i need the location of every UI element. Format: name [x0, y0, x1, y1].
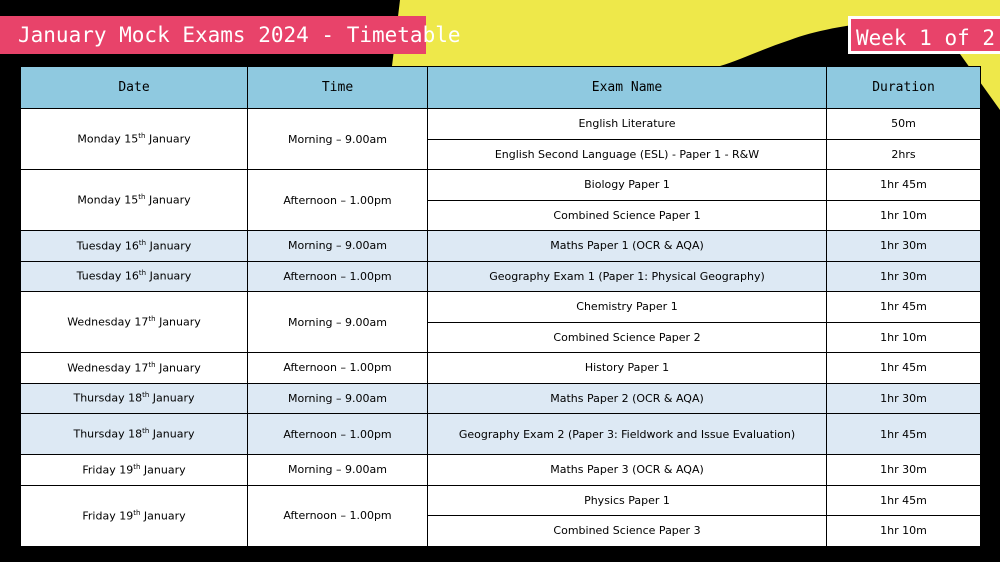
- exam-name-cell: Maths Paper 1 (OCR & AQA): [428, 231, 827, 262]
- time-cell: Afternoon – 1.00pm: [248, 485, 428, 546]
- table-row: [21, 455, 981, 486]
- exam-name-cell: Geography Exam 1 (Paper 1: Physical Geography): [428, 261, 827, 292]
- exam-name-cell: Physics Paper 1: [428, 485, 827, 516]
- table-row: [21, 414, 981, 455]
- duration-cell: 1hr 10m: [827, 516, 981, 547]
- exam-name-cell: Combined Science Paper 1: [428, 200, 827, 231]
- date-day: Monday 15: [77, 132, 139, 146]
- exam-name-cell: Biology Paper 1: [428, 170, 827, 201]
- column-header-exam-name: Exam Name: [428, 67, 827, 109]
- date-cell: [21, 485, 248, 546]
- duration-cell: 2hrs: [827, 139, 981, 170]
- date-cell: [21, 170, 248, 231]
- duration-cell: 1hr 45m: [827, 414, 981, 455]
- date-suffix: th: [138, 269, 147, 278]
- date-month: January: [146, 239, 192, 253]
- table-row: [21, 231, 981, 262]
- exam-name-cell: Combined Science Paper 3: [428, 516, 827, 547]
- table-header-row: [21, 67, 981, 109]
- date-cell: [21, 109, 248, 170]
- table-row: [21, 383, 981, 414]
- date-cell: [21, 383, 248, 414]
- exam-timetable: [20, 66, 981, 547]
- duration-cell: 1hr 30m: [827, 231, 981, 262]
- exam-name-cell: Maths Paper 2 (OCR & AQA): [428, 383, 827, 414]
- time-cell: Morning – 9.00am: [248, 109, 428, 170]
- date-day: Friday 19: [82, 463, 134, 477]
- table-row: [21, 353, 981, 384]
- date-suffix: th: [138, 238, 147, 247]
- date-month: January: [140, 509, 186, 523]
- exam-name-cell: History Paper 1: [428, 353, 827, 384]
- date-month: January: [145, 193, 191, 207]
- date-month: January: [149, 392, 195, 406]
- time-cell: Afternoon – 1.00pm: [248, 414, 428, 455]
- date-day: Thursday 18: [73, 427, 143, 441]
- column-header-time: Time: [248, 67, 428, 109]
- date-month: January: [140, 463, 186, 477]
- duration-cell: 1hr 30m: [827, 455, 981, 486]
- time-cell: Afternoon – 1.00pm: [248, 170, 428, 231]
- column-header-duration: Duration: [827, 67, 981, 109]
- date-month: January: [146, 270, 192, 284]
- table-row: [21, 109, 981, 140]
- table-row: [21, 170, 981, 201]
- exam-name-cell: Combined Science Paper 2: [428, 322, 827, 353]
- date-day: Wednesday 17: [67, 361, 149, 375]
- time-cell: Morning – 9.00am: [248, 455, 428, 486]
- date-suffix: th: [138, 193, 146, 202]
- date-cell: [21, 455, 248, 486]
- date-suffix: th: [148, 360, 156, 369]
- duration-cell: 50m: [827, 109, 981, 140]
- exam-name-cell: English Second Language (ESL) - Paper 1 - R&W: [428, 139, 827, 170]
- date-suffix: th: [148, 315, 156, 324]
- date-day: Monday 15: [77, 193, 139, 207]
- time-cell: Morning – 9.00am: [248, 292, 428, 353]
- table-row: [21, 485, 981, 516]
- date-month: January: [149, 427, 195, 441]
- duration-cell: 1hr 30m: [827, 383, 981, 414]
- exam-name-cell: Chemistry Paper 1: [428, 292, 827, 323]
- date-cell: [21, 414, 248, 455]
- table-row: [21, 261, 981, 292]
- page-title: January Mock Exams 2024 - Timetable: [0, 16, 426, 54]
- date-cell: [21, 231, 248, 262]
- duration-cell: 1hr 45m: [827, 485, 981, 516]
- duration-cell: 1hr 30m: [827, 261, 981, 292]
- date-suffix: th: [133, 508, 141, 517]
- date-suffix: th: [142, 427, 150, 436]
- time-cell: Morning – 9.00am: [248, 383, 428, 414]
- duration-cell: 1hr 10m: [827, 200, 981, 231]
- exam-name-cell: Maths Paper 3 (OCR & AQA): [428, 455, 827, 486]
- duration-cell: 1hr 45m: [827, 292, 981, 323]
- date-suffix: th: [138, 132, 146, 141]
- time-cell: Morning – 9.00am: [248, 231, 428, 262]
- table-body: [21, 109, 981, 547]
- date-suffix: th: [133, 462, 141, 471]
- week-indicator: Week 1 of 2: [848, 16, 1000, 54]
- date-day: Wednesday 17: [67, 315, 149, 329]
- exam-name-cell: English Literature: [428, 109, 827, 140]
- duration-cell: 1hr 45m: [827, 170, 981, 201]
- date-month: January: [155, 315, 201, 329]
- column-header-date: Date: [21, 67, 248, 109]
- date-month: January: [145, 132, 191, 146]
- table-row: [21, 292, 981, 323]
- date-cell: [21, 353, 248, 384]
- date-day: Friday 19: [82, 509, 134, 523]
- date-month: January: [155, 361, 201, 375]
- time-cell: Afternoon – 1.00pm: [248, 353, 428, 384]
- date-day: Tuesday 16: [76, 239, 139, 253]
- date-cell: [21, 261, 248, 292]
- duration-cell: 1hr 45m: [827, 353, 981, 384]
- date-cell: [21, 292, 248, 353]
- time-cell: Afternoon – 1.00pm: [248, 261, 428, 292]
- date-day: Thursday 18: [73, 392, 143, 406]
- duration-cell: 1hr 10m: [827, 322, 981, 353]
- date-suffix: th: [142, 391, 150, 400]
- exam-name-cell: Geography Exam 2 (Paper 3: Fieldwork and Issue Evaluation): [428, 414, 827, 455]
- date-day: Tuesday 16: [76, 270, 139, 284]
